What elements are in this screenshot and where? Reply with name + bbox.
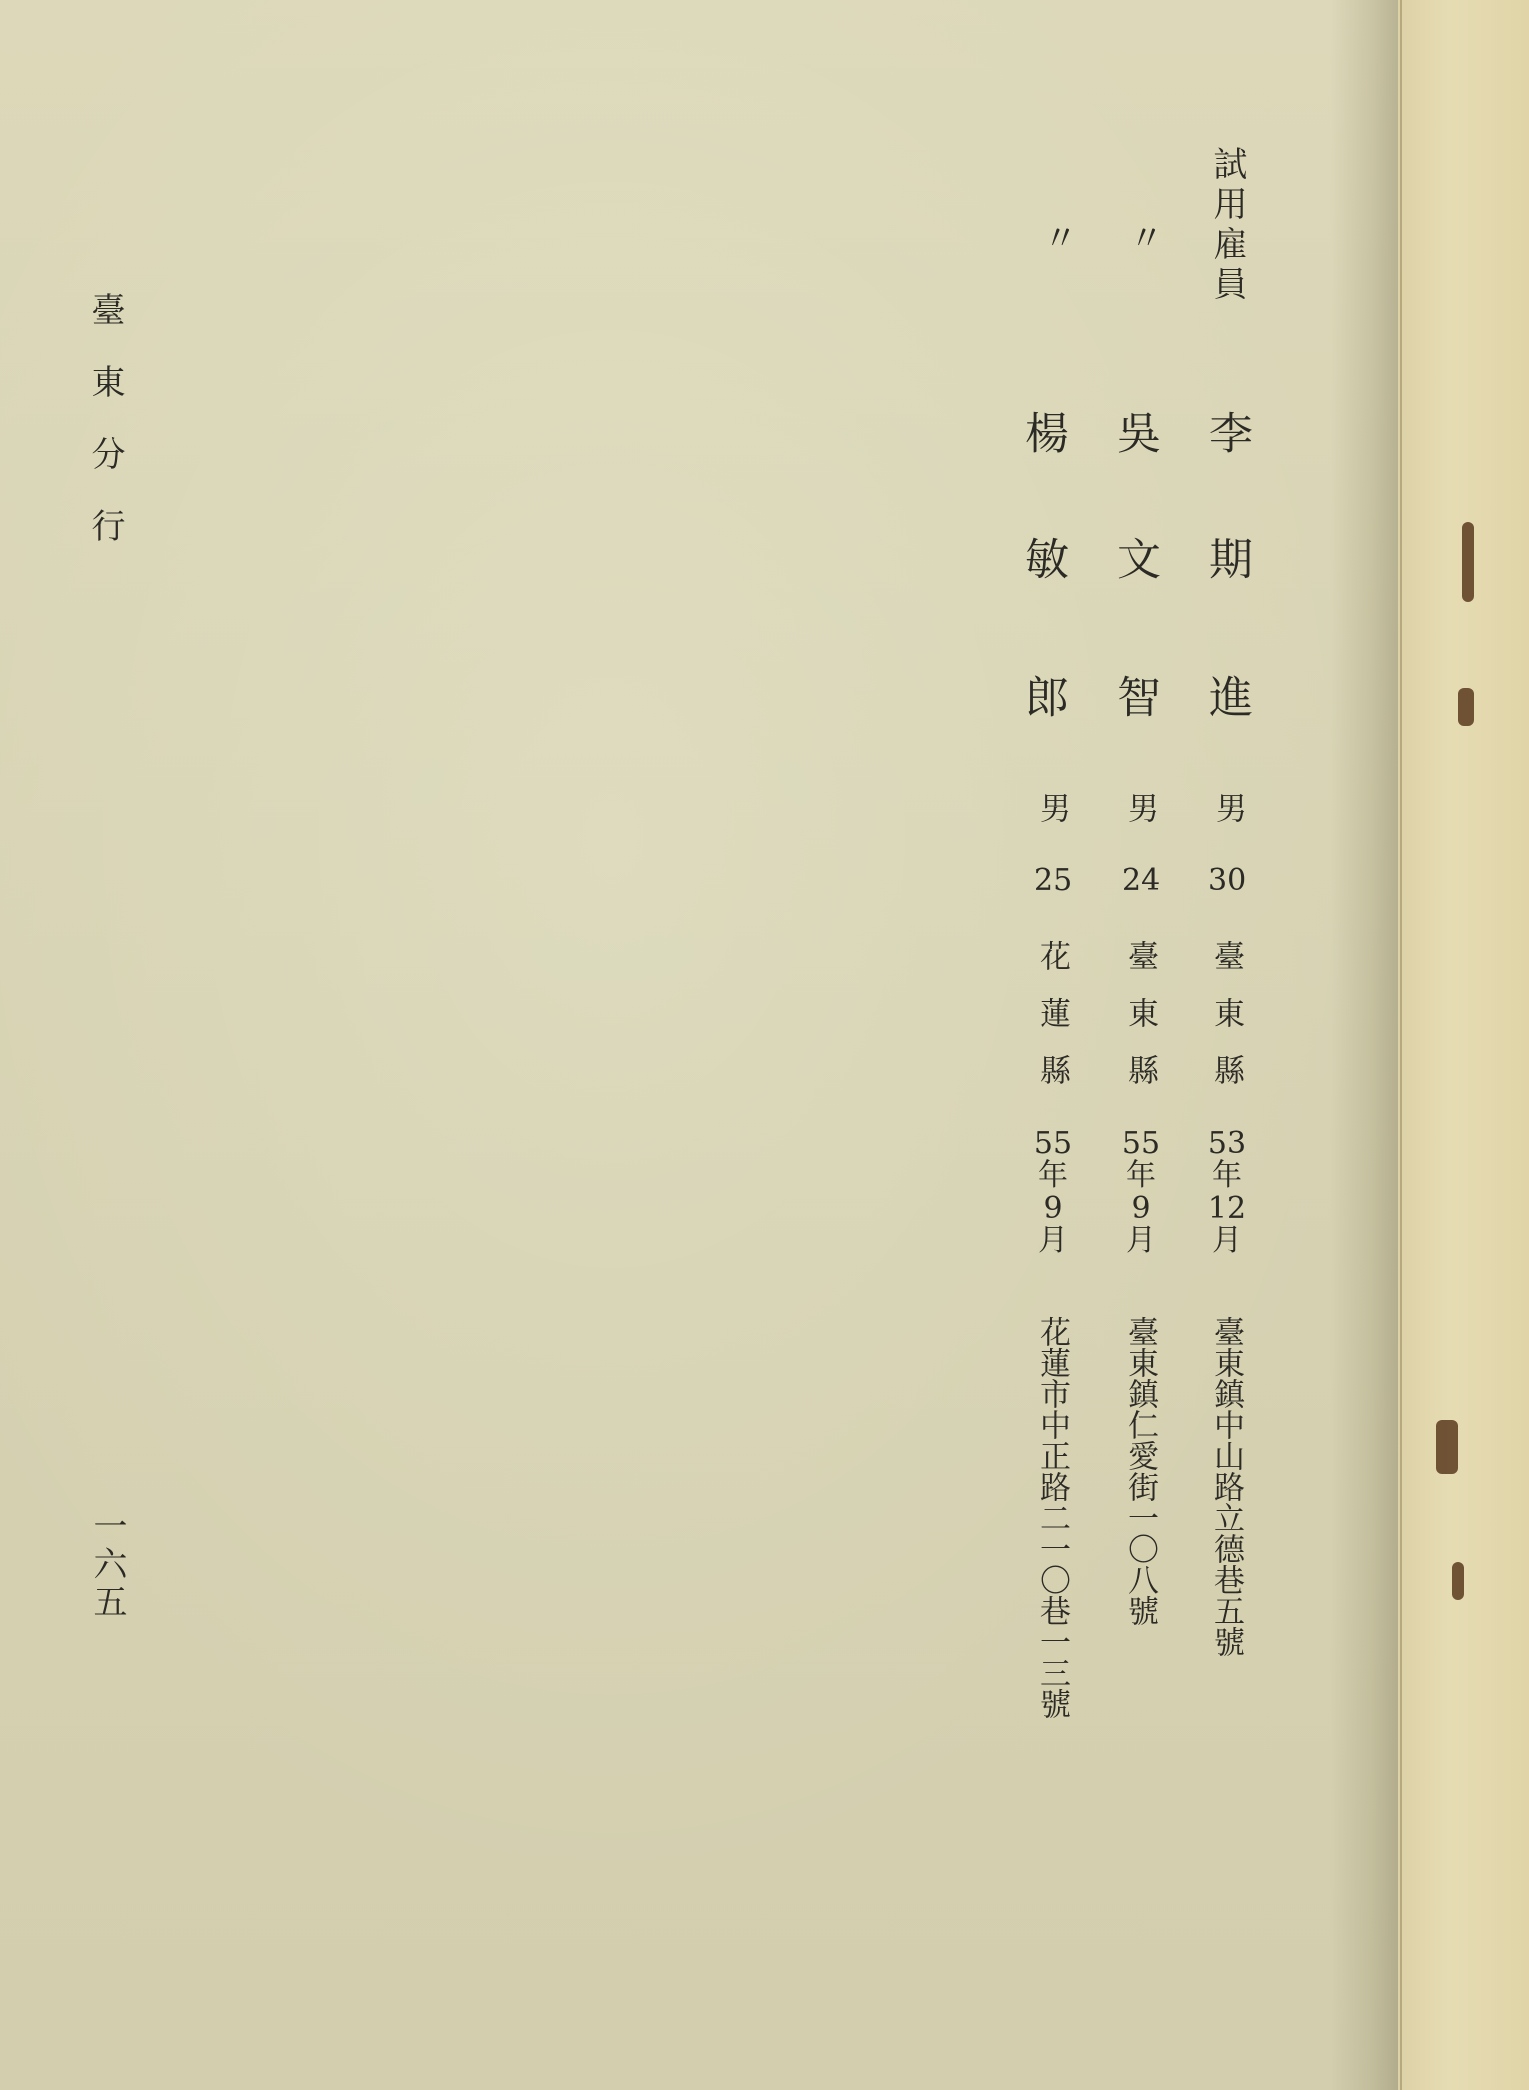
name-char: 楊 xyxy=(1017,410,1068,454)
name-char: 進 xyxy=(1201,674,1252,718)
name-char: 智 xyxy=(1109,674,1160,718)
spine-shadow xyxy=(1330,0,1400,2090)
gender: 男 xyxy=(1122,792,1158,823)
name-char: 李 xyxy=(1201,410,1252,454)
origin: 臺東縣 xyxy=(1122,940,1158,1111)
age: 25 xyxy=(1034,863,1073,898)
name-char: 郎 xyxy=(1017,674,1068,718)
name-char: 吳 xyxy=(1109,410,1160,454)
start-date xyxy=(1032,1128,1074,1258)
page-number: 一六五 xyxy=(87,1508,127,1622)
staple-mark xyxy=(1462,522,1474,602)
start-date xyxy=(1206,1128,1248,1258)
date-part: 月 xyxy=(1212,1223,1242,1259)
date-part: 55 xyxy=(1033,1126,1073,1161)
date-part: 月 xyxy=(1038,1223,1068,1259)
name-char: 期 xyxy=(1201,536,1252,580)
start-date xyxy=(1120,1128,1162,1258)
date-part: 月 xyxy=(1126,1223,1156,1259)
staple-mark xyxy=(1458,688,1474,726)
address: 臺東鎮仁愛街一〇八號 xyxy=(1122,1316,1158,1626)
binding-margin xyxy=(1398,0,1529,2090)
name-char: 文 xyxy=(1109,536,1160,580)
gender: 男 xyxy=(1210,792,1246,823)
address: 臺東鎮中山路立德巷五號 xyxy=(1208,1316,1244,1657)
ditto-mark: 〃 xyxy=(1037,220,1077,254)
date-part: 年 xyxy=(1212,1158,1242,1194)
date-part: 12 xyxy=(1207,1190,1247,1226)
date-part: 9 xyxy=(1131,1190,1151,1226)
staple-mark xyxy=(1452,1562,1464,1600)
origin: 花蓮縣 xyxy=(1034,940,1070,1111)
address: 花蓮市中正路二一〇巷一三號 xyxy=(1034,1316,1070,1719)
binding-fold-line xyxy=(1400,0,1402,2090)
ditto-mark: 〃 xyxy=(1123,220,1163,254)
job-title: 試用雇員 xyxy=(1207,146,1247,306)
origin: 臺東縣 xyxy=(1208,940,1244,1111)
branch-heading: 臺東分行 xyxy=(85,292,125,580)
age: 30 xyxy=(1208,863,1247,898)
gender: 男 xyxy=(1034,792,1070,823)
name-char: 敏 xyxy=(1017,536,1068,580)
date-part: 55 xyxy=(1121,1126,1161,1161)
staple-mark xyxy=(1436,1420,1458,1474)
date-part: 53 xyxy=(1207,1126,1247,1161)
date-part: 9 xyxy=(1043,1190,1063,1226)
age: 24 xyxy=(1122,863,1161,898)
date-part: 年 xyxy=(1038,1158,1068,1194)
date-part: 年 xyxy=(1126,1158,1156,1194)
